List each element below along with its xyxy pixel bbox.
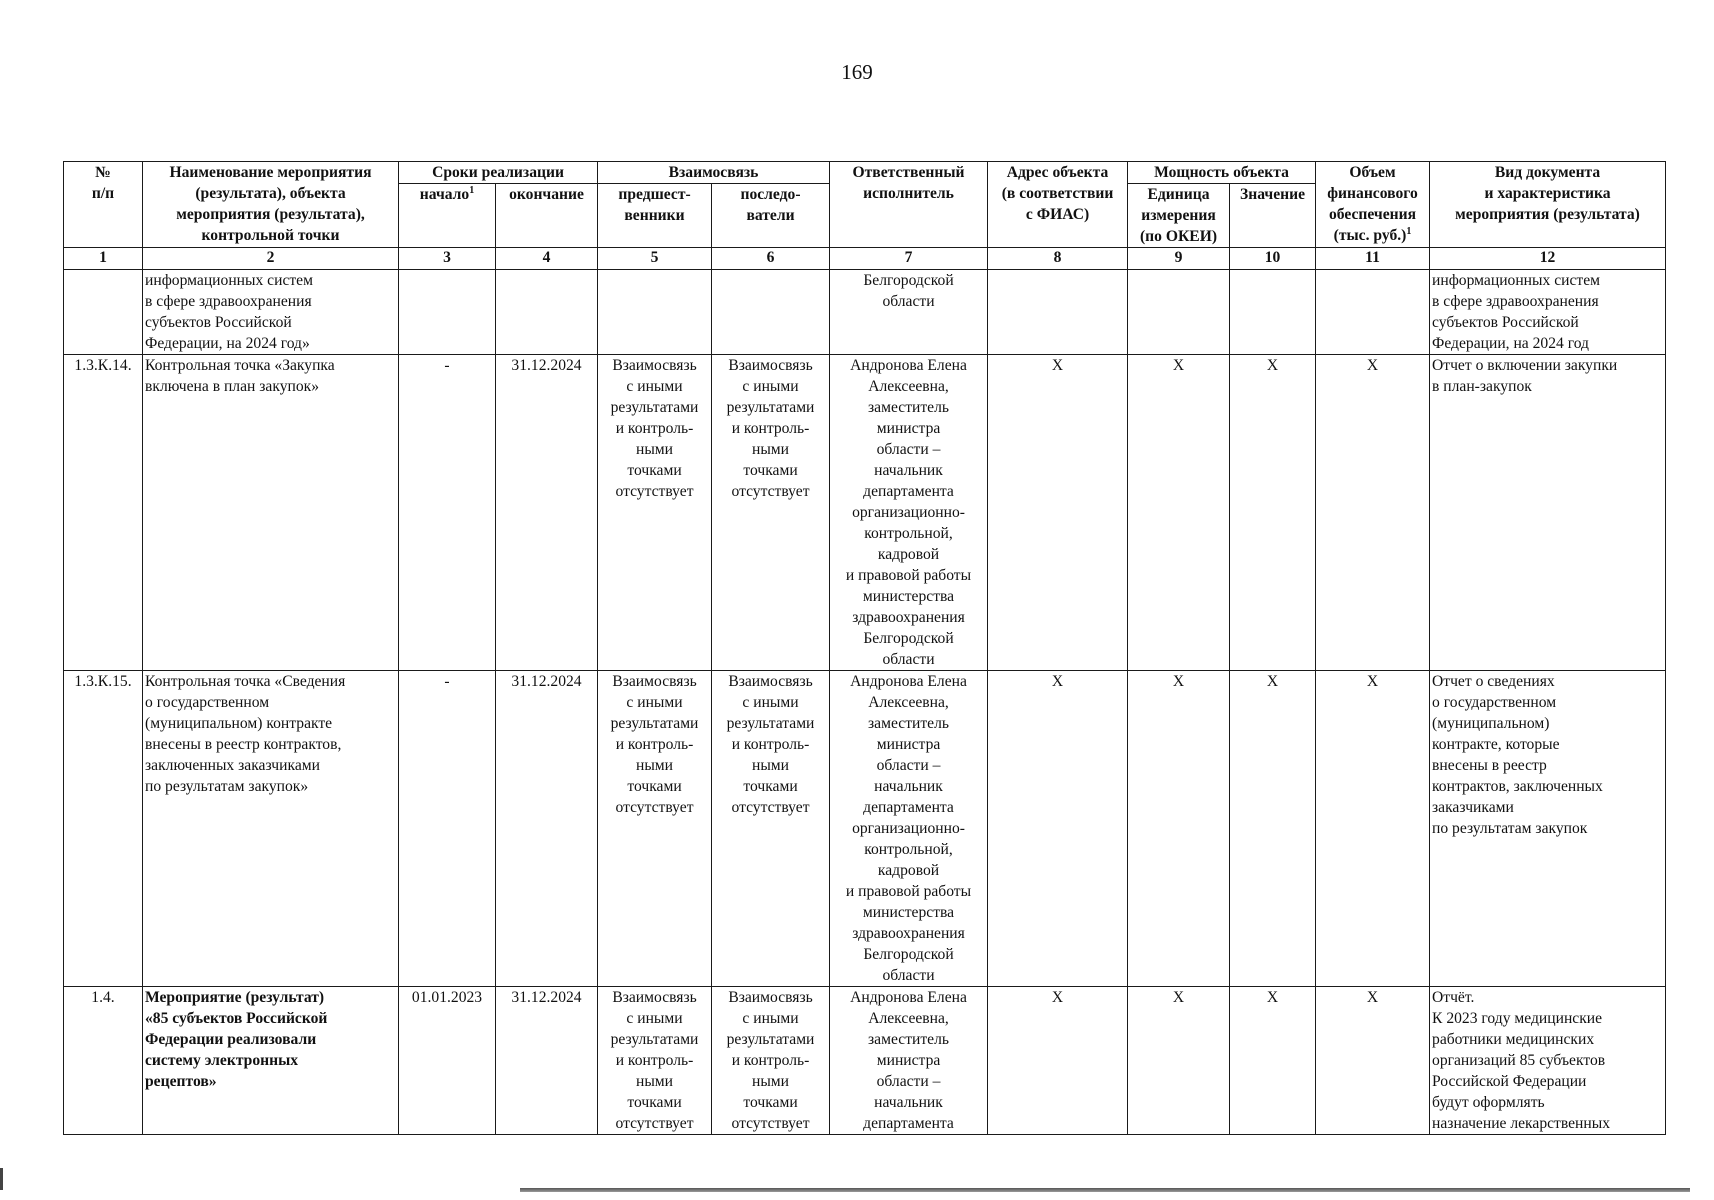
header-name: Наименование мероприятия (результата), объекта мероприятия (результата), контрольной точки xyxy=(143,162,399,248)
cell-responsible: Андронова Елена Алексеевна, заместитель министра области – начальник департамента xyxy=(830,987,988,1135)
cell-unit: X xyxy=(1128,671,1230,987)
table-body xyxy=(64,270,1666,1135)
cell-address: X xyxy=(988,671,1128,987)
cell-start: - xyxy=(399,671,496,987)
header-predecessors: предшест- венники xyxy=(598,184,712,248)
cell-name: Контрольная точка «Сведения о государственном (муниципальном) контракте внесены в реестр контрактов, заключенных заказчиками по результатам закупок» xyxy=(143,671,399,987)
header-num: № п/п xyxy=(64,162,143,248)
header-end: окончание xyxy=(496,184,598,248)
table-row xyxy=(64,671,1666,987)
column-number: 11 xyxy=(1316,248,1430,270)
cell-end: 31.12.2024 xyxy=(496,671,598,987)
cell-predecessors: Взаимосвязь с иными результатами и контроль- ными точками отсутствует xyxy=(598,987,712,1135)
header-terms: Сроки реализации xyxy=(399,162,598,184)
cell-value: X xyxy=(1230,987,1316,1135)
cell-start: - xyxy=(399,355,496,671)
cell-responsible: Андронова Елена Алексеевна, заместитель министра области – начальник департамента организационно- контрольной, кадровой и правовой работы министерства здравоохранения Белгородской области xyxy=(830,671,988,987)
cell-num: 1.4. xyxy=(64,987,143,1135)
cell-doc: Отчёт. К 2023 году медицинские работники медицинских организаций 85 субъектов Российской Федерации будут оформлять назначение лекарственных xyxy=(1430,987,1666,1135)
margin-mark xyxy=(0,1168,3,1190)
column-number: 9 xyxy=(1128,248,1230,270)
cell-num: 1.3.К.15. xyxy=(64,671,143,987)
cell-predecessors xyxy=(598,270,712,355)
cell-unit xyxy=(1128,270,1230,355)
header-value: Значение xyxy=(1230,184,1316,248)
column-number: 3 xyxy=(399,248,496,270)
header-finance xyxy=(1316,162,1430,248)
column-number: 10 xyxy=(1230,248,1316,270)
cell-doc: Отчет о сведениях о государственном (муниципальном) контракте, которые внесены в реестр контрактов, заключенных заказчиками по результатам закупок xyxy=(1430,671,1666,987)
cell-num: 1.3.К.14. xyxy=(64,355,143,671)
page-number: 169 xyxy=(841,60,873,84)
cell-successors xyxy=(712,270,830,355)
cell-unit: X xyxy=(1128,987,1230,1135)
cell-end xyxy=(496,270,598,355)
cell-start xyxy=(399,270,496,355)
cell-finance: X xyxy=(1316,355,1430,671)
cell-name: Контрольная точка «Закупка включена в план закупок» xyxy=(143,355,399,671)
cell-address xyxy=(988,270,1128,355)
header-doc-type: Вид документа и характеристика мероприятия (результата) xyxy=(1430,162,1666,248)
cell-start: 01.01.2023 xyxy=(399,987,496,1135)
column-number: 4 xyxy=(496,248,598,270)
cell-value: X xyxy=(1230,671,1316,987)
cell-successors: Взаимосвязь с иными результатами и контроль- ными точками отсутствует xyxy=(712,987,830,1135)
header-start xyxy=(399,184,496,248)
cell-responsible: Белгородской области xyxy=(830,270,988,355)
cell-predecessors: Взаимосвязь с иными результатами и контроль- ными точками отсутствует xyxy=(598,671,712,987)
header-start-footnote: 1 xyxy=(469,184,475,196)
column-number: 5 xyxy=(598,248,712,270)
cell-end: 31.12.2024 xyxy=(496,987,598,1135)
cell-doc: информационных систем в сфере здравоохранения субъектов Российской Федерации, на 2024 год xyxy=(1430,270,1666,355)
cell-successors: Взаимосвязь с иными результатами и контроль- ными точками отсутствует xyxy=(712,355,830,671)
table-row xyxy=(64,270,1666,355)
cell-address: X xyxy=(988,987,1128,1135)
column-number-row xyxy=(64,248,1666,270)
cell-end: 31.12.2024 xyxy=(496,355,598,671)
cell-responsible: Андронова Елена Алексеевна, заместитель министра области – начальник департамента организационно- контрольной, кадровой и правовой работы министерства здравоохранения Белгородской области xyxy=(830,355,988,671)
column-number: 1 xyxy=(64,248,143,270)
header-address: Адрес объекта (в соответствии с ФИАС) xyxy=(988,162,1128,248)
plan-table xyxy=(63,161,1666,1135)
header-finance-footnote: 1 xyxy=(1406,225,1412,237)
cell-doc: Отчет о включении закупки в план-закупок xyxy=(1430,355,1666,671)
table-header xyxy=(64,162,1666,270)
header-successors: последо- ватели xyxy=(712,184,830,248)
column-number: 12 xyxy=(1430,248,1666,270)
table-row xyxy=(64,355,1666,671)
cell-name: информационных систем в сфере здравоохранения субъектов Российской Федерации, на 2024 год» xyxy=(143,270,399,355)
cell-successors: Взаимосвязь с иными результатами и контроль- ными точками отсутствует xyxy=(712,671,830,987)
header-unit: Единица измерения (по ОКЕИ) xyxy=(1128,184,1230,248)
cell-finance: X xyxy=(1316,987,1430,1135)
header-responsible: Ответственный исполнитель xyxy=(830,162,988,248)
cell-address: X xyxy=(988,355,1128,671)
column-number: 2 xyxy=(143,248,399,270)
header-capacity: Мощность объекта xyxy=(1128,162,1316,184)
cell-predecessors: Взаимосвязь с иными результатами и контроль- ными точками отсутствует xyxy=(598,355,712,671)
bottom-scan-rule xyxy=(520,1188,1690,1192)
column-number: 6 xyxy=(712,248,830,270)
cell-unit: X xyxy=(1128,355,1230,671)
cell-value xyxy=(1230,270,1316,355)
header-finance-text: Объем финансового обеспечения (тыс. руб.) xyxy=(1327,164,1418,244)
cell-num xyxy=(64,270,143,355)
cell-finance xyxy=(1316,270,1430,355)
cell-finance: X xyxy=(1316,671,1430,987)
table-row xyxy=(64,987,1666,1135)
header-relation: Взаимосвязь xyxy=(598,162,830,184)
cell-name: Мероприятие (результат) «85 субъектов Российской Федерации реализовали систему электронных рецептов» xyxy=(143,987,399,1135)
cell-value: X xyxy=(1230,355,1316,671)
column-number: 7 xyxy=(830,248,988,270)
column-number: 8 xyxy=(988,248,1128,270)
header-start-text: начало xyxy=(419,186,470,203)
